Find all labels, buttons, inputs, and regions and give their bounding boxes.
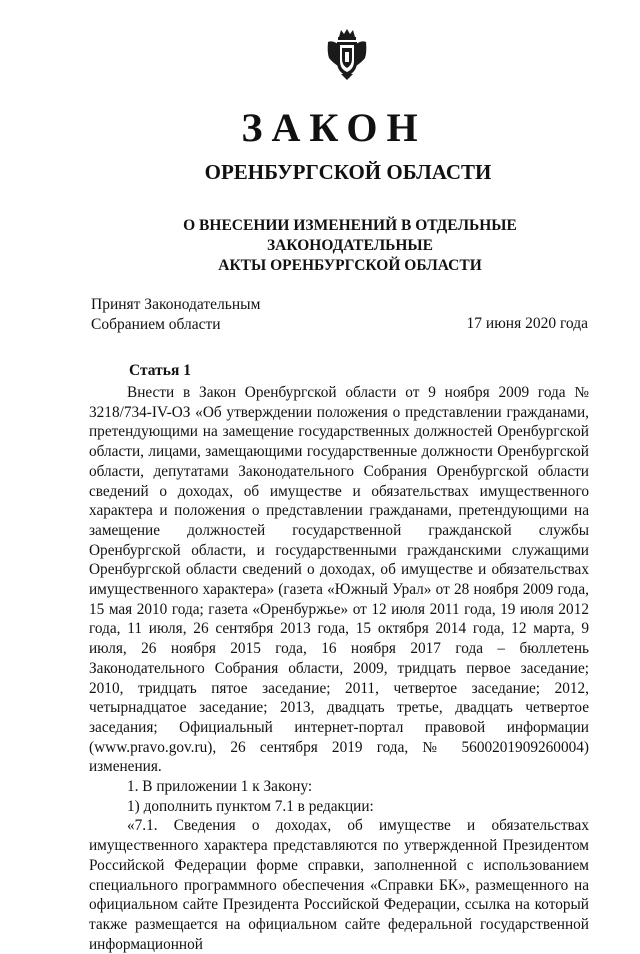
subject-line-2: АКТЫ ОРЕНБУРГСКОЙ ОБЛАСТИ [218,257,482,274]
adoption-line-2: Собранием области [91,316,221,333]
adoption-date: 17 июня 2020 года [466,315,588,332]
document-title: ЗАКОН [241,105,427,150]
subject-line-1: О ВНЕСЕНИИ ИЗМЕНЕНИЙ В ОТДЕЛЬНЫЕ ЗАКОНОДАТЕЛЬНЫЕ [183,217,517,254]
paragraph: «7.1. Сведения о доходах, об имуществе и обязательствах имущественного характера представляются по утвержденной Президентом Российской Федерации форме справки, заполненной с использованием специального программного обеспечения «Справки БК», размещенного на официальном сайте Президента Российской Федерации, ссылка на который также размещается на официальном сайте федеральной государственной информационной [89,817,589,953]
paragraph: 1. В приложении 1 к Закону: [127,778,313,796]
adoption-body [91,295,260,335]
document-subject [100,216,600,276]
adoption-line-1: Принят Законодательным [91,296,261,313]
paragraph: 1) дополнить пунктом 7.1 в редакции: [127,797,374,815]
article-body [89,383,589,954]
document-region: ОРЕНБУРГСКОЙ ОБЛАСТИ [204,160,492,184]
paragraph: Внести в Закон Оренбургской области от 9 ноября 2009 года № 3218/734-IV-ОЗ «Об утверждении положения о представлении гражданами, претендующими на замещение государственных должностей Оренбургской области, лицами, замещающими государственные должности Оренбургской области, депутатами Законодательного Собрания Оренбургской области сведений о доходах, об имуществе и обязательствах имущественного характера и положения о представлении гражданами, претендующими на замещение должностей государственной гражданской службы Оренбургской области, и государственными гражданскими служащими Оренбургской области сведений о доходах, об имуществе и обязательствах имущественного характера» (газета «Южный Урал» от 28 ноября 2009 года, 15 мая 2010 года; газета «Оренбуржье» от 12 июля 2011 года, 19 июля 2012 года, 11 июля, 26 сентября 2013 года, 15 октября 2014 года, 12 марта, 9 июля, 26 ноября 2015 года, 16 ноября 2017 года – бюллетень Законодательного Собрания области, 2009, тридцать первое заседание; 2010, тридцать пятое заседание; 2011, четвертое заседание; 2012, четырнадцатое заседание; 2013, двадцать третье, двадцать четвертое заседания; Официальный интернет-портал правовой информации (www.pravo.gov.ru), 26 сентября 2019 года, № 5600201909260004) изменения. [89,384,589,776]
coat-of-arms-icon [326,28,368,80]
article-heading: Статья 1 [129,362,191,379]
